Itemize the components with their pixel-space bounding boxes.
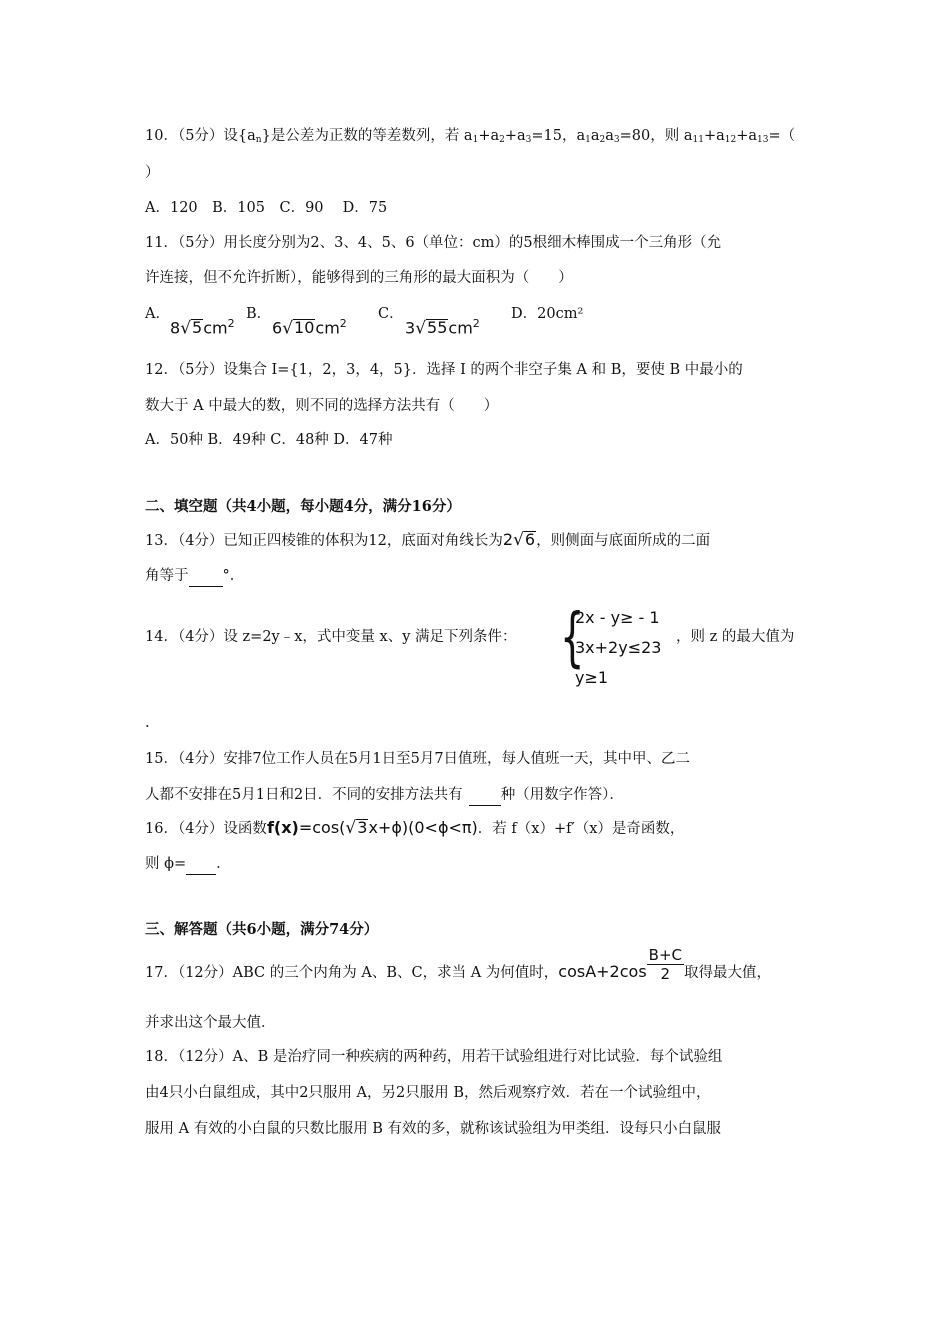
q13-text-a: 13．（4分）已知正四棱锥的体积为12，底面对角线长为: [145, 533, 503, 549]
q10-text-e: =（: [768, 128, 796, 144]
q15-text-a: 人都不安排在5月1日和2日．不同的安排方法共有: [145, 787, 463, 803]
q15-text-b: 种（用数字作答）．: [500, 787, 624, 803]
q12-line2: 数大于 A 中最大的数，则不同的选择方法共有（ ）: [145, 398, 499, 414]
q14-brace: {: [560, 601, 585, 675]
q14-line1-post: ，则 z 的最大值为: [676, 629, 795, 645]
q13-text-c: 角等于: [145, 568, 189, 584]
q17-line1: [145, 945, 771, 983]
q17-frac-num: B+C: [648, 945, 682, 964]
q14-cond3: y≥1: [575, 668, 609, 687]
q14-cond1: 2x - y≥ - 1: [575, 608, 660, 627]
q11-opt-b-expr: $6√10cm^2$: [272, 317, 347, 339]
q17-fraction: [647, 946, 684, 983]
q16-func-expr: f(x)=cos(√3x+ϕ)(0<ϕ<π): [266, 818, 478, 838]
q17-text-a: 17．（12分）ABC 的三个内角为 A、B、C，求当 A 为何值时，: [145, 965, 559, 981]
q11-line2: 许连接，但不允许折断），能够得到的三角形的最大面积为（ ）: [145, 270, 573, 286]
section-2-heading: 二、填空题（共4小题，每小题4分，满分16分）: [145, 498, 461, 515]
q11-opt-a-expr: $8√5cm^2$: [170, 317, 235, 339]
q16-line1: [145, 818, 684, 839]
q11-opt-c-expr: $3√55cm^2$: [405, 317, 480, 339]
q14-line2: .: [145, 715, 150, 731]
q13-line2: [145, 566, 244, 587]
q16-text-a: 16．（4分）设函数: [145, 821, 267, 837]
q18-line2: 由4只小白鼠组成，其中2只服用 A，另2只服用 B，然后观察疗效．若在一个试验组中，: [145, 1085, 711, 1101]
q13-expr: 2√6: [502, 530, 536, 550]
q13-line1: [145, 530, 710, 551]
q11-opt-d: D．20cm²: [511, 306, 584, 322]
q10-line1: 10．（5分）设$\{a_n\}$是公差为正数的等差数列，若 $a_1+a_2+a_3=15$，$a_1a_2a_3=80$，则 $a_{11}+a_{12}+a_{13}=$（: [145, 128, 796, 145]
q10-text-a: 10．（5分）设{a: [145, 128, 256, 144]
q18-line1: 18．（12分）A、B 是治疗同一种疾病的两种药，用若干试验组进行对比试验．每个试验组: [145, 1049, 723, 1065]
q10-text-d: =80，则 a: [619, 128, 693, 144]
q11-line1: 11．（5分）用长度分别为2、3、4、5、6（单位：cm）的5根细木棒围成一个三角形（允: [145, 235, 722, 251]
q16-text-b: ．若 f（x）+f′（x）是奇函数，: [477, 821, 685, 837]
q12-line1: 12．（5分）设集合 I={1，2，3，4，5}．选择 I 的两个非空子集 A 和 B，要使 B 中最小的: [145, 362, 743, 378]
q15-line1: 15．（4分）安排7位工作人员在5月1日至5月7日值班，每人值班一天，其中甲、乙二: [145, 751, 691, 767]
q11-opt-c-label: C．: [378, 306, 404, 322]
q17-text-b: 取得最大值，: [684, 965, 771, 981]
q17-frac-den: 2: [660, 964, 671, 983]
q11-opt-b-label: B．: [246, 306, 272, 322]
q15-line2: [145, 785, 624, 806]
q10-text-b: }是公差为正数的等差数列，若 a: [261, 128, 473, 144]
q13-text-d: °．: [222, 568, 245, 584]
q14-cond2: 3x+2y≤23: [575, 638, 662, 657]
q12-options: A．50种 B．49种 C．48种 D．47种: [145, 432, 393, 448]
q10-text-c: =15，a: [531, 128, 586, 144]
q13-text-b: ，则侧面与底面所成的二面: [536, 533, 711, 549]
q16-text-d: ．: [216, 856, 231, 872]
q17-expr-lead: cosA+2cos: [558, 962, 647, 981]
section-3-heading: 三、解答题（共6小题，满分74分）: [145, 921, 379, 938]
q10-options: A．120 B．105 C．90 D．75: [145, 200, 388, 216]
q16-line2: [145, 854, 231, 875]
q14-line1-pre: 14．（4分）设 z=2y﹣x，式中变量 x、y 满足下列条件：: [145, 629, 517, 645]
q18-line3: 服用 A 有效的小白鼠的只数比服用 B 有效的多，就称该试验组为甲类组．设每只小白鼠服: [145, 1121, 722, 1137]
q10-close: ）: [145, 165, 160, 181]
q16-text-c: 则 ϕ=: [145, 856, 187, 872]
q17-line2: 并求出这个最大值．: [145, 1015, 276, 1031]
q11-opt-a-label: A．: [145, 306, 170, 322]
